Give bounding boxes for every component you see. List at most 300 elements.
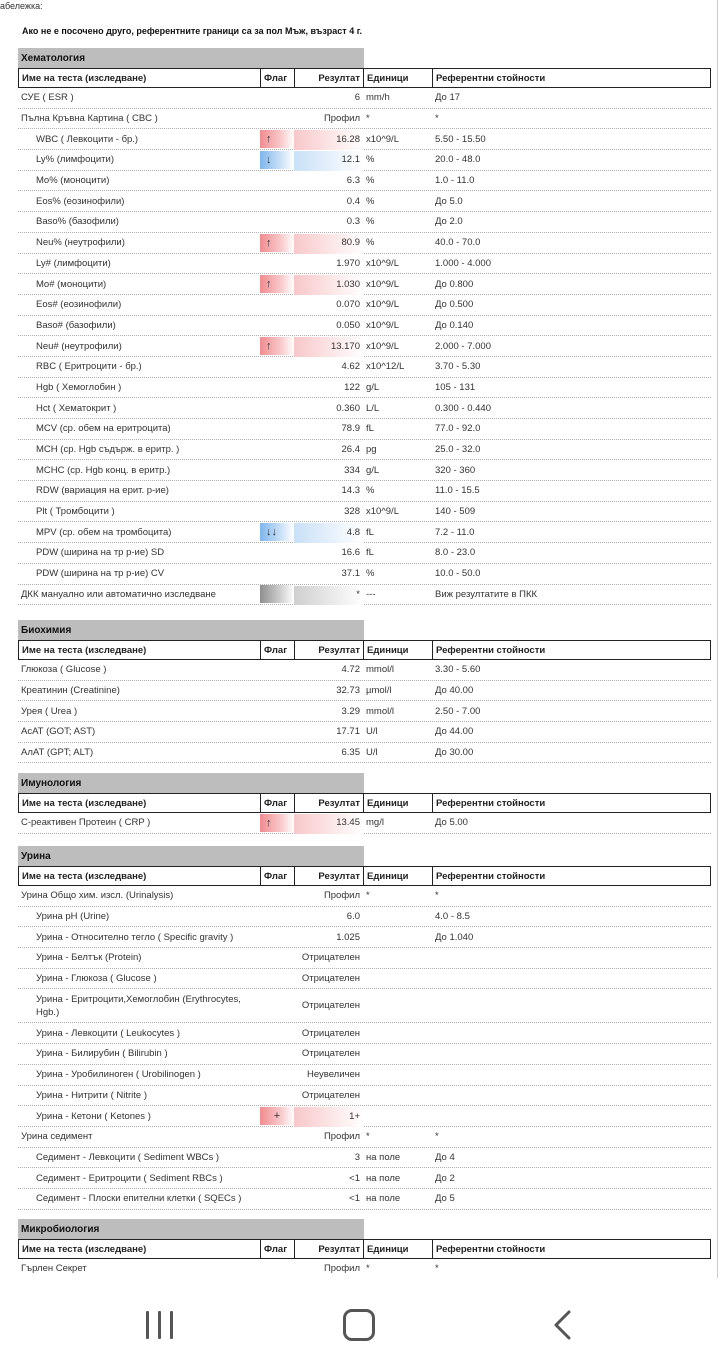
unit-value: x10^9/L	[366, 299, 399, 311]
table-header	[18, 640, 711, 660]
result-value: Отрицателен	[301, 1027, 360, 1039]
table-row	[18, 378, 711, 399]
flag-indicator: ↑	[260, 234, 294, 252]
table-row	[18, 543, 711, 564]
flag-cell	[260, 171, 294, 191]
test-name: Mo# (моноцити)	[36, 278, 107, 290]
report-subtitle: Ако не е посочено друго, референтните граници са за пол Мъж, възраст 4 г.	[22, 26, 363, 36]
android-navbar	[0, 1278, 720, 1372]
table-row	[18, 129, 711, 150]
result-value: 1.025	[336, 931, 360, 943]
recent-apps-icon[interactable]	[146, 1311, 174, 1339]
result-value: Отрицателен	[301, 973, 360, 985]
table-row	[18, 171, 711, 192]
result-value: <1	[349, 1172, 360, 1184]
test-name: WBC ( Левкоцити - бр.)	[36, 133, 139, 145]
section-title: Хематология	[18, 48, 364, 68]
test-name: RBC ( Еритроцити - бр.)	[36, 361, 142, 373]
reference-value: 25.0 - 32.0	[435, 444, 481, 456]
unit-value: x10^9/L	[366, 506, 399, 518]
result-value: 1.030	[336, 278, 360, 290]
table-row	[18, 907, 711, 928]
result-value: 4.8	[346, 526, 360, 538]
table-row	[18, 1259, 711, 1278]
header-units: Единици	[364, 641, 433, 659]
unit-value: g/L	[366, 464, 380, 476]
flag-indicator: ↑	[260, 275, 294, 293]
reference-value: До 0.140	[435, 319, 474, 331]
reference-value: 3.30 - 5.60	[435, 664, 481, 676]
header-units: Единици	[364, 69, 433, 87]
table-body	[18, 660, 711, 763]
table-row	[18, 254, 711, 275]
flag-cell	[260, 1086, 294, 1106]
unit-value: %	[366, 568, 375, 580]
reference-value	[432, 1086, 711, 1106]
table-row	[18, 969, 711, 990]
unit-value	[363, 1065, 432, 1085]
reference-value	[432, 989, 711, 1022]
flag-cell	[260, 564, 294, 584]
unit-value	[363, 1044, 432, 1064]
test-name: RDW (вариация на ерит. р-ие)	[36, 485, 169, 497]
flag-cell	[260, 254, 294, 274]
reference-value: *	[435, 1131, 439, 1143]
reference-value	[432, 969, 711, 989]
test-name: Урина - Левкоцити ( Leukocytes )	[36, 1027, 180, 1039]
table-row	[18, 1044, 711, 1065]
flag-cell	[260, 743, 294, 763]
section-title: Имунология	[18, 773, 364, 793]
unit-value: ---	[366, 588, 376, 600]
test-name: Урина - Еритроцити,Хемоглобин (Erythrocytes, Hgb.)	[36, 993, 241, 1018]
reference-value: 105 - 131	[435, 381, 476, 393]
result-value: 37.1	[341, 568, 360, 580]
table-row	[18, 989, 711, 1023]
test-name: С-реактивен Протеин ( CRP )	[21, 817, 151, 829]
unit-value	[363, 969, 432, 989]
header-ref: Референтни стойности	[436, 870, 546, 882]
header-result: Резултат	[295, 641, 364, 659]
result-value: 328	[344, 506, 360, 518]
table-row	[18, 1168, 711, 1189]
header-ref: Референтни стойности	[436, 1243, 546, 1255]
reference-value: 320 - 360	[435, 464, 476, 476]
header-result: Резултат	[295, 794, 364, 812]
header-name: Име на теста (изследване)	[19, 1240, 261, 1258]
flag-cell	[260, 378, 294, 398]
unit-value	[363, 989, 432, 1022]
unit-value: %	[366, 485, 375, 497]
table-row	[18, 681, 711, 702]
flag-cell	[260, 212, 294, 232]
section-urine	[18, 846, 711, 1210]
unit-value: mm/h	[366, 92, 390, 104]
test-name: Урина - Кетони ( Ketones )	[36, 1110, 151, 1122]
flag-cell	[260, 109, 294, 129]
result-value: 13.170	[330, 340, 360, 352]
flag-cell	[260, 481, 294, 501]
reference-value: 40.0 - 70.0	[435, 237, 481, 249]
unit-value: %	[366, 237, 375, 249]
reference-value: 11.0 - 15.5	[435, 485, 480, 497]
unit-value	[363, 1023, 432, 1043]
flag-cell	[260, 502, 294, 522]
result-value: 17.71	[336, 726, 360, 738]
table-row	[18, 948, 711, 969]
table-header	[18, 1239, 711, 1259]
flag-cell	[260, 295, 294, 315]
flag-indicator: +	[260, 1107, 294, 1125]
unit-value: g/L	[366, 381, 380, 393]
test-name: MCV (ср. обем на еритроцита)	[36, 423, 171, 435]
header-units: Единици	[364, 794, 433, 812]
result-value: 16.28	[336, 133, 360, 145]
test-name: Урина - Глюкоза ( Glucose )	[36, 973, 157, 985]
flag-cell	[260, 907, 294, 927]
result-value: 16.6	[341, 547, 360, 559]
table-row	[18, 1065, 711, 1086]
table-row	[18, 522, 711, 543]
result-value: Отрицателен	[301, 1089, 360, 1101]
reference-value: *	[435, 1263, 439, 1275]
reference-value: До 1.040	[435, 931, 474, 943]
table-row	[18, 886, 711, 907]
result-value: 3.29	[341, 705, 360, 717]
header-ref: Референтни стойности	[436, 644, 546, 656]
flag-indicator	[260, 585, 294, 603]
flag-cell	[260, 813, 294, 833]
table-row	[18, 1106, 711, 1127]
header-ref: Референтни стойности	[436, 797, 546, 809]
test-name: Baso# (базофили)	[36, 319, 116, 331]
header-result: Резултат	[295, 1240, 364, 1258]
page-border	[717, 0, 718, 1278]
flag-cell	[260, 948, 294, 968]
flag-cell	[260, 1127, 294, 1147]
reference-value	[432, 1044, 711, 1064]
test-name: Neu% (неутрофили)	[36, 237, 125, 249]
header-units: Единици	[364, 867, 433, 885]
result-value: 26.4	[341, 444, 360, 456]
flag-cell	[260, 722, 294, 742]
reference-value: *	[435, 113, 439, 125]
test-name: Седимент - Еритроцити ( Sediment RBCs )	[36, 1172, 223, 1184]
test-name: Hgb ( Хемоглобин )	[36, 381, 122, 393]
section-title: Биохимия	[18, 620, 364, 640]
header-flag: Флаг	[261, 1240, 295, 1258]
reference-value: До 5.0	[435, 195, 463, 207]
unit-value: µmol/l	[366, 685, 392, 697]
flag-cell	[260, 460, 294, 480]
unit-value: mmol/l	[366, 664, 394, 676]
reference-value: 4.0 - 8.5	[435, 911, 470, 923]
table-row	[18, 357, 711, 378]
flag-cell	[260, 1168, 294, 1188]
result-value: <1	[349, 1193, 360, 1205]
table-row	[18, 660, 711, 681]
flag-cell	[260, 989, 294, 1022]
flag-cell	[260, 357, 294, 377]
reference-value	[432, 1065, 711, 1085]
back-icon[interactable]	[552, 1310, 574, 1340]
unit-value	[363, 948, 432, 968]
flag-cell	[260, 336, 294, 356]
reference-value: 20.0 - 48.0	[435, 154, 481, 166]
reference-value: Виж резултатите в ПКК	[435, 588, 538, 600]
section-immunology	[18, 773, 711, 834]
result-value: 334	[344, 464, 360, 476]
reference-value: 1.000 - 4.000	[435, 257, 491, 269]
test-name: Урина pH (Urine)	[36, 911, 110, 923]
table-row	[18, 1127, 711, 1148]
test-name: Урина - Белтък (Protein)	[36, 952, 142, 964]
reference-value: 2.000 - 7.000	[435, 340, 491, 352]
flag-cell	[260, 316, 294, 336]
reference-value: До 2.0	[435, 216, 463, 228]
test-name: Урина - Нитрити ( Nitrite )	[36, 1089, 147, 1101]
test-name: Гърлен Секрет	[21, 1263, 87, 1275]
unit-value	[363, 1086, 432, 1106]
reference-value: 5.50 - 15.50	[435, 133, 486, 145]
header-ref: Референтни стойности	[436, 72, 546, 84]
unit-value: %	[366, 216, 375, 228]
unit-value: mmol/l	[366, 705, 394, 717]
flag-cell	[260, 522, 294, 542]
test-name: MCH (ср. Hgb съдърж. в еритр. )	[36, 444, 180, 456]
table-row	[18, 743, 711, 764]
section-title: Урина	[18, 846, 364, 866]
unit-value: на поле	[366, 1151, 401, 1163]
header-flag: Флаг	[261, 867, 295, 885]
flag-cell	[260, 1044, 294, 1064]
reference-value: До 5.00	[435, 817, 468, 829]
unit-value	[363, 907, 432, 927]
table-row	[18, 212, 711, 233]
reference-value: До 2	[435, 1172, 455, 1184]
table-row	[18, 398, 711, 419]
section-title: Микробиология	[18, 1219, 364, 1239]
flag-cell	[260, 274, 294, 294]
table-row	[18, 336, 711, 357]
table-row	[18, 481, 711, 502]
reference-value	[432, 1106, 711, 1126]
test-name: Глюкоза ( Glucose )	[21, 664, 107, 676]
table-row	[18, 564, 711, 585]
reference-value: 0.300 - 0.440	[435, 402, 491, 414]
section-hematology	[18, 48, 711, 605]
unit-value: L/L	[366, 402, 380, 414]
result-value: 0.050	[336, 319, 360, 331]
table-row	[18, 1189, 711, 1210]
reference-value: До 4	[435, 1151, 455, 1163]
result-value: 14.3	[341, 485, 360, 497]
reference-value: До 30.00	[435, 747, 474, 759]
flag-cell	[260, 440, 294, 460]
reference-value: 7.2 - 11.0	[435, 526, 475, 538]
table-header	[18, 793, 711, 813]
result-value: 1.970	[336, 257, 360, 269]
table-body	[18, 886, 711, 1210]
unit-value: x10^9/L	[366, 340, 399, 352]
reference-value: 2.50 - 7.00	[435, 705, 481, 717]
table-row	[18, 233, 711, 254]
test-name: Neu# (неутрофили)	[36, 340, 122, 352]
table-row	[18, 722, 711, 743]
flag-cell	[260, 701, 294, 721]
header-name: Име на теста (изследване)	[19, 867, 261, 885]
result-value: 0.070	[336, 299, 360, 311]
reference-value: До 40.00	[435, 685, 474, 697]
test-name: PDW (ширина на тр р-ие) SD	[36, 547, 165, 559]
unit-value: *	[366, 1131, 370, 1143]
flag-cell	[260, 1065, 294, 1085]
test-name: Ly# (лимфоцити)	[36, 257, 111, 269]
reference-value: До 44.00	[435, 726, 474, 738]
header-name: Име на теста (изследване)	[19, 641, 261, 659]
unit-value: fL	[366, 526, 374, 538]
unit-value	[363, 927, 432, 947]
result-value: 0.4	[346, 195, 360, 207]
unit-value: x10^12/L	[366, 361, 405, 373]
result-value: 4.62	[341, 361, 360, 373]
flag-cell	[260, 927, 294, 947]
unit-value: x10^9/L	[366, 257, 399, 269]
flag-indicator: ↓	[260, 151, 294, 169]
reference-value: 77.0 - 92.0	[435, 423, 481, 435]
result-value: 80.9	[341, 237, 360, 249]
test-name: Пълна Кръвна Картина ( CBC )	[21, 113, 158, 125]
result-value: Отрицателен	[301, 1048, 360, 1060]
header-result: Резултат	[295, 69, 364, 87]
table-row	[18, 150, 711, 171]
unit-value: на поле	[366, 1193, 401, 1205]
result-value: Отрицателен	[301, 952, 360, 964]
reference-value: 140 - 509	[435, 506, 476, 518]
unit-value: x10^9/L	[366, 133, 399, 145]
flag-indicator: ↑	[260, 814, 294, 832]
flag-indicator: ↑	[260, 130, 294, 148]
result-value: 78.9	[341, 423, 360, 435]
test-name: Mo% (моноцити)	[36, 175, 110, 187]
reference-value: *	[435, 890, 439, 902]
table-row	[18, 191, 711, 212]
test-name: Седимент - Левкоцити ( Sediment WBCs )	[36, 1151, 220, 1163]
unit-value: U/l	[366, 747, 378, 759]
unit-value: *	[366, 1263, 370, 1275]
table-row	[18, 316, 711, 337]
test-name: PDW (ширина на тр р-ие) CV	[36, 568, 165, 580]
result-value: 6.3	[346, 175, 360, 187]
unit-value: x10^9/L	[366, 319, 399, 331]
unit-value: mg/l	[366, 817, 384, 829]
table-row	[18, 1148, 711, 1169]
table-row	[18, 502, 711, 523]
table-row	[18, 295, 711, 316]
flag-cell	[260, 191, 294, 211]
flag-cell	[260, 150, 294, 170]
test-name: Eos% (еозинофили)	[36, 195, 125, 207]
result-value: 32.73	[336, 685, 360, 697]
test-name: Урина Общо хим. изсл. (Urinalysis)	[21, 890, 174, 902]
header-flag: Флаг	[261, 794, 295, 812]
home-icon[interactable]	[343, 1309, 375, 1341]
test-name: Baso% (базофили)	[36, 216, 119, 228]
test-name: Eos# (еозинофили)	[36, 299, 122, 311]
table-row	[18, 274, 711, 295]
unit-value: %	[366, 175, 375, 187]
flag-cell	[260, 585, 294, 605]
test-name: Ly% (лимфоцити)	[36, 154, 114, 166]
result-value: 6.0	[346, 911, 360, 923]
test-name: ДКК мануално или автоматично изследване	[21, 588, 216, 600]
flag-cell	[260, 1023, 294, 1043]
reference-value: До 17	[435, 92, 461, 104]
flag-cell	[260, 660, 294, 680]
flag-cell	[260, 886, 294, 906]
test-name: АлАТ (GPT; ALT)	[21, 747, 94, 759]
table-row	[18, 1086, 711, 1107]
result-value: 3	[354, 1151, 360, 1163]
result-value: Профил	[323, 113, 360, 125]
unit-value: x10^9/L	[366, 278, 399, 290]
table-row	[18, 440, 711, 461]
test-name: Урина - Уробилиноген ( Urobilinogen )	[36, 1069, 201, 1081]
result-value: Неувеличен	[306, 1069, 360, 1081]
test-name: СУЕ ( ESR )	[21, 92, 74, 104]
result-value: 6.35	[341, 747, 360, 759]
unit-value: *	[366, 113, 370, 125]
table-row	[18, 813, 711, 834]
reference-value	[432, 1023, 711, 1043]
header-result: Резултат	[295, 867, 364, 885]
test-name: Hct ( Хематокрит )	[36, 402, 117, 414]
test-name: Урея ( Urea )	[21, 705, 78, 717]
test-name: Plt ( Тромбоцити )	[36, 506, 115, 518]
table-body	[18, 1259, 711, 1278]
result-value: 122	[344, 381, 360, 393]
table-row	[18, 585, 711, 606]
flag-cell	[260, 1259, 294, 1278]
table-header	[18, 866, 711, 886]
reference-value: 10.0 - 50.0	[435, 568, 481, 580]
result-value: Отрицателен	[301, 1000, 360, 1012]
flag-cell	[260, 419, 294, 439]
flag-cell	[260, 233, 294, 253]
result-value: Профил	[323, 1263, 360, 1275]
flag-cell	[260, 681, 294, 701]
unit-value: fL	[366, 423, 374, 435]
reference-value: До 5	[435, 1193, 455, 1205]
section-biochemistry	[18, 620, 711, 763]
result-value: *	[356, 588, 360, 600]
result-value: 1+	[349, 1110, 360, 1122]
test-name: MPV (ср. обем на тромбоцита)	[36, 526, 172, 538]
test-name: MCHC (ср. Hgb конц. в еритр.)	[36, 464, 171, 476]
result-value: 13.45	[336, 817, 360, 829]
table-row	[18, 460, 711, 481]
result-value: 0.360	[336, 402, 360, 414]
reference-value: 1.0 - 11.0	[435, 175, 475, 187]
reference-value	[432, 948, 711, 968]
unit-value: %	[366, 195, 375, 207]
flag-cell	[260, 969, 294, 989]
table-row	[18, 701, 711, 722]
table-row	[18, 419, 711, 440]
unit-value: pg	[366, 444, 377, 456]
test-name: Креатинин (Creatinine)	[21, 685, 120, 697]
section-microbiology	[18, 1219, 711, 1278]
